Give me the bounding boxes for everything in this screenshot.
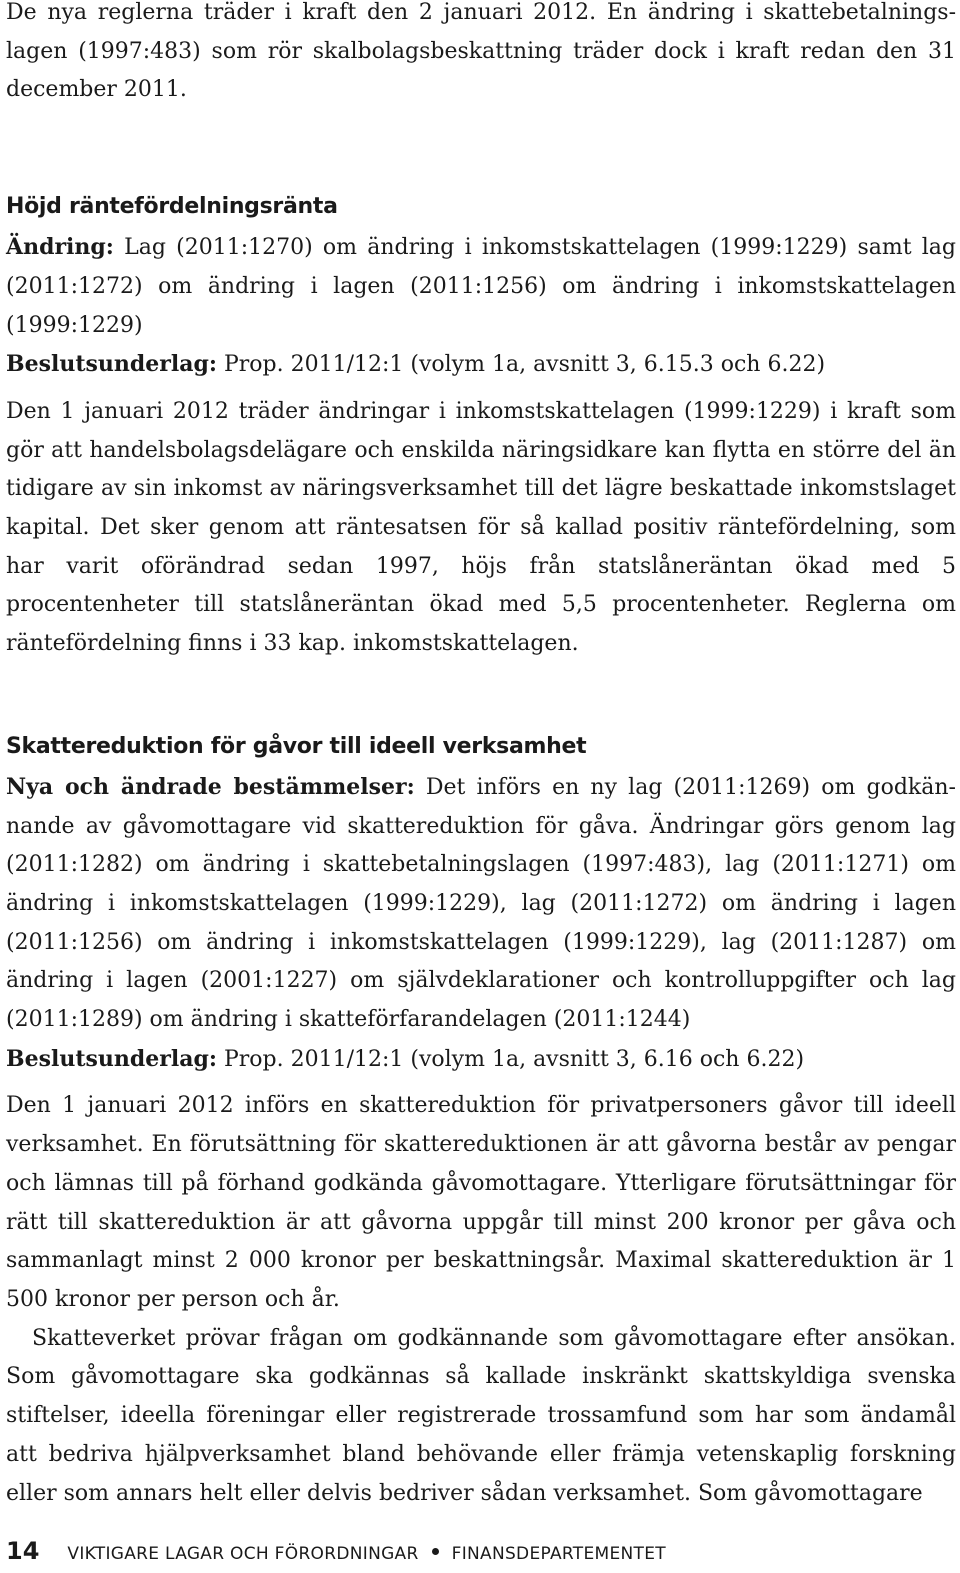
body-paragraph: Den 1 januari 2012 införs en skattereduktion för privatpersoners gåvor till ideell verksamhet. En förutsättning för skattereduktionen är att gåvorna består av pengar och lämnas till på förhand godkända gåvomottagare. Ytterligare förutsättningar för rätt till skattereduktion är att gåvorna uppgår till minst 200 kronor per gåva och sammanlagt minst 2 000 kronor per beskattningsår. Maximal skattereduktion är 1 500 kronor per person och år. <box>6 1093 956 1312</box>
bullet-icon <box>432 1548 439 1555</box>
decision-basis <box>6 345 956 385</box>
new-provisions-statement <box>6 768 956 1040</box>
new-provisions-text: Det införs en ny lag (2011:1269) om godkännande av gåvomottagare vid skattereduktion för gåva. Ändringar görs genom lag (2011:1282) om ändring i skattebetalningslagen (1997:483), lag (2011:1271) om ändring i inkomstskattelagen (1999:1229), lag (2011:1272) om ändring i lagen (2011:1256) om ändring i inkomstskattelagen (1999:1229), lag (2011:1287) om ändring i lagen (2001:1227) om självdeklarationer och kontrolluppgifter och lag (2011:1289) om ändring i skatteförfarandelagen (2011:1244) <box>6 774 956 1033</box>
page-footer <box>6 1537 666 1569</box>
department-name: FINANSDEPARTEMENTET <box>451 1544 666 1564</box>
document-page <box>6 0 956 1513</box>
body-paragraph: Skatteverket prövar frågan om godkännande som gåvomottagare efter ansökan. Som gåvomottagare ska godkännas så kallade inskränkt skattskyldiga svenska stiftelser, ideella föreningar eller registrerade trossamfund som har som ändamål att bedriva hjälpverksamhet bland behövande eller främja vetenskaplig forskning eller som annars helt eller delvis bedriver sådan verksamhet. Som gåvomottagare <box>6 1325 956 1506</box>
change-text: Lag (2011:1270) om ändring i inkomstskattelagen (1999:1229) samt lag (2011:1272) om ändring i lagen (2011:1256) om ändring i inkomstskattelagen (1999:1229) <box>6 235 956 338</box>
body-paragraph: Den 1 januari 2012 träder ändringar i inkomstskattelagen (1999:1229) i kraft som gör att handelsbolagsdelägare och enskilda näringsidkare kan flytta en större del än tidigare av sin inkomst av näringsverksamhet till det lägre beskattade inkomstslaget kapital. Det sker genom att räntesatsen för så kallad positiv räntefördelning, som har varit oförändrad sedan 1997, höjs från statslåneräntan ökad med 5 procentenheter till statslåneräntan ökad med 5,5 procentenheter. Reglerna om räntefördelning finns i 33 kap. inkomstskattelagen. <box>6 398 956 657</box>
publication-series: VIKTIGARE LAGAR OCH FÖRORDNINGAR <box>67 1544 419 1564</box>
decision-basis-label: Beslutsunderlag: <box>6 1045 217 1072</box>
intro-paragraph: De nya reglerna träder i kraft den 2 januari 2012. En ändring i skattebetalningslagen (1997:483) som rör skalbolagsbeskattning träder dock i kraft redan den 31 december 2011. <box>6 0 956 103</box>
change-statement <box>6 228 956 345</box>
change-label: Ändring: <box>6 234 114 261</box>
section-heading-gift-tax-reduction: Skattereduktion för gåvor till ideell verksamhet <box>6 733 587 759</box>
decision-basis-label: Beslutsunderlag: <box>6 351 217 378</box>
decision-basis-text: Prop. 2011/12:1 (volym 1a, avsnitt 3, 6.15.3 och 6.22) <box>216 352 826 378</box>
section-heading-interest-allocation: Höjd räntefördelningsränta <box>6 194 338 220</box>
page-number: 14 <box>6 1537 40 1565</box>
decision-basis-text: Prop. 2011/12:1 (volym 1a, avsnitt 3, 6.16 och 6.22) <box>216 1046 805 1072</box>
new-provisions-label: Nya och ändrade bestämmelser: <box>6 773 415 800</box>
decision-basis <box>6 1040 956 1080</box>
